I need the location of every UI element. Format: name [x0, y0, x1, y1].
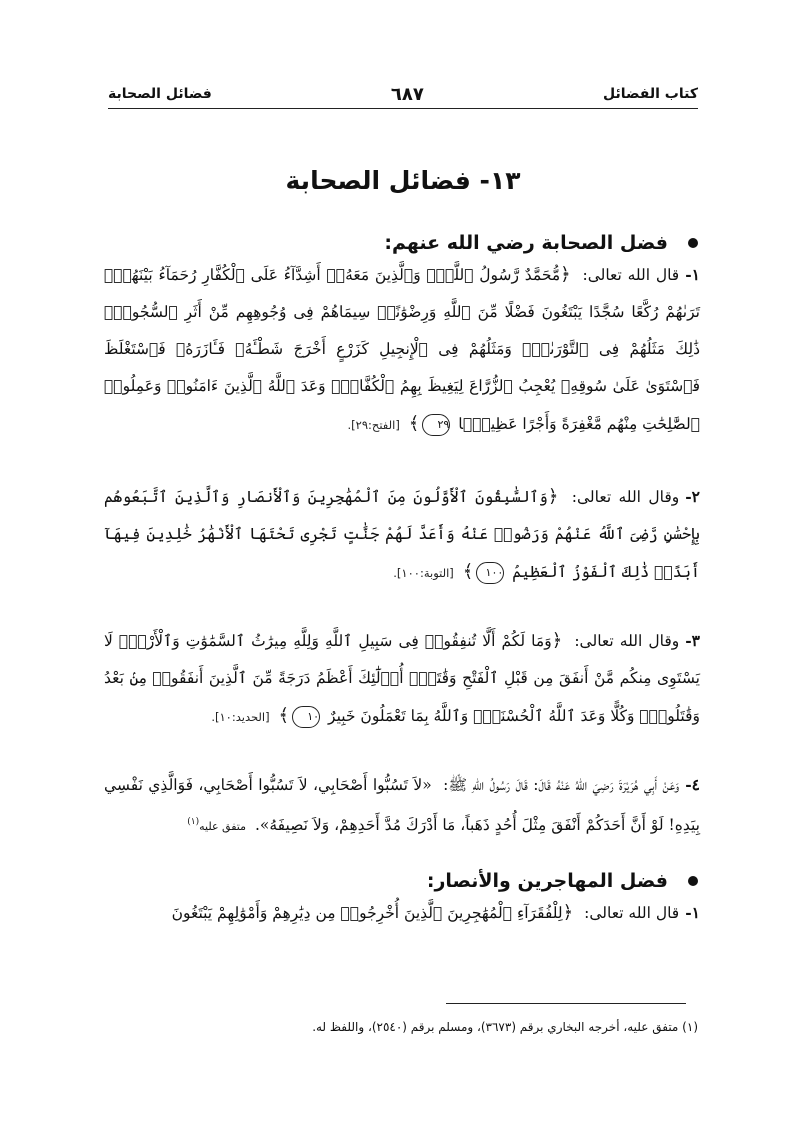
bullet-icon: [688, 238, 698, 248]
running-section-title: فضائل الصحابة: [108, 86, 212, 102]
quran-open-brace: ﴿: [560, 264, 571, 285]
section-heading-muhajirin: [104, 870, 700, 892]
list-item: [104, 622, 700, 736]
verse-reference: [الحديد:١٠].: [211, 710, 270, 724]
book-title: كتاب الفضائل: [603, 86, 698, 102]
quran-verse: وَمَا لَكُمْ أَلَّا تُنفِقُوا۟ فِى سَبِيلِ ٱللَّهِ وَلِلَّهِ مِيرَٰثُ ٱلسَّمَٰوَٰتِ وَٱلْأَرْضِۚ لَا يَسْتَوِى مِنكُم مَّنْ أَنفَقَ مِن قَبْلِ ٱلْفَتْحِ وَقَٰتَلَۚ أُو۟لَٰٓئِكَ أَعْظَمُ دَرَجَةً مِّنَ ٱلَّذِينَ أَنفَقُوا۟ مِنۢ بَعْدُ وَقَٰتَلُوا۟ۚ وَكُلًّا وَعَدَ ٱللَّهُ ٱلْحُسْنَىٰۚ وَٱللَّهُ بِمَا تَعْمَلُونَ خَبِيرٌ: [104, 632, 700, 725]
item-lead: قال الله تعالى:: [584, 904, 680, 922]
quran-open-brace: ﴿: [562, 902, 574, 923]
hadith-chain: وَعَنْ أَبِي هُرَيْرَةَ رَضِيَ اللهُ عَنْهُ قَالَ: قَالَ رَسُولُ اللهِ ﷺ:: [443, 776, 680, 794]
verse-reference: [التوبة:١٠٠].: [393, 566, 454, 580]
footnote: (١) متفق عليه، أخرجه البخاري برقم (٣٦٧٣)، ومسلم برقم (٢٥٤٠)، واللفظ له.: [312, 1020, 698, 1034]
hadith-text: «لاَ تَسُبُّوا أَصْحَابِي، لاَ تَسُبُّوا أَصْحَابِي، فَوَالَّذِي نَفْسِي بِيَدِهِ! لَوْ أَنَّ أَحَدَكُمْ أَنْفَقَ مِثْلَ أُحُدٍ ذَهَباً، مَا أَدْرَكَ مُدَّ أَحَدِهِمْ، وَلاَ نَصِيفَهُ».: [104, 776, 700, 835]
quran-close-brace: ﴾: [462, 561, 474, 582]
quran-verse: لِلْفُقَرَآءِ ٱلْمُهَٰجِرِينَ ٱلَّذِينَ أُخْرِجُوا۟ مِن دِيَٰرِهِمْ وَأَمْوَٰلِهِمْ يَبْتَغُونَ: [171, 904, 563, 922]
quran-open-brace: ﴿: [547, 486, 559, 507]
quran-close-brace: ﴾: [408, 413, 420, 434]
item-lead: وقال الله تعالى:: [571, 488, 680, 506]
page-number: ٦٨٧: [390, 83, 424, 105]
bullet-icon: [688, 876, 698, 886]
quran-verse: مُّحَمَّدٌ رَّسُولُ ٱللَّهِۚ وَٱلَّذِينَ مَعَهُۥٓ أَشِدَّآءُ عَلَى ٱلْكُفَّارِ رُحَمَآءُ بَيْنَهُمْۖ تَرَىٰهُمْ رُكَّعًا سُجَّدًا يَبْتَغُونَ فَضْلًا مِّنَ ٱللَّهِ وَرِضْوَٰنًاۖ سِيمَاهُمْ فِى وُجُوهِهِم مِّنْ أَثَرِ ٱلسُّجُودِۚ ذَٰلِكَ مَثَلُهُمْ فِى ٱلتَّوْرَىٰةِۚ وَمَثَلُهُمْ فِى ٱلْإِنجِيلِ كَزَرْعٍ أَخْرَجَ شَطْـَٔهُۥ فَـَٔازَرَهُۥ فَٱسْتَغْلَظَ فَٱسْتَوَىٰ عَلَىٰ سُوقِهِۦ يُعْجِبُ ٱلزُّرَّاعَ لِيَغِيظَ بِهِمُ ٱلْكُفَّارَۗ وَعَدَ ٱللَّهُ ٱلَّذِينَ ءَامَنُوا۟ وَعَمِلُوا۟ ٱلصَّٰلِحَٰتِ مِنْهُم مَّغْفِرَةً وَأَجْرًا عَظِيمًۢا: [104, 266, 700, 433]
running-header: [108, 82, 698, 106]
list-item: [104, 894, 700, 932]
list-item: [104, 766, 700, 845]
list-item: [104, 478, 700, 592]
chapter-title: ١٣- فضائل الصحابة: [285, 166, 521, 195]
header-rule: [108, 108, 698, 109]
quran-close-brace: ﴾: [278, 705, 290, 726]
quran-verse: وَٱلسَّٰبِقُونَ ٱلْأَوَّلُونَ مِنَ ٱلْمُهَٰجِرِينَ وَٱلْأَنصَارِ وَٱلَّذِينَ ٱتَّبَعُوهُم بِإِحْسَٰنٍ رَّضِىَ ٱللَّهُ عَنْهُمْ وَرَضُوا۟ عَنْهُ وَأَعَدَّ لَهُمْ جَنَّٰتٍ تَجْرِى تَحْتَهَا ٱلْأَنْهَٰرُ خَٰلِدِينَ فِيهَآ أَبَدًاۚ ذَٰلِكَ ٱلْفَوْزُ ٱلْعَظِيمُ: [104, 488, 700, 581]
item-number: ١-: [685, 265, 700, 284]
item-number: ٢-: [685, 487, 700, 506]
item-lead: وقال الله تعالى:: [574, 632, 680, 650]
item-number: ٤-: [685, 775, 700, 794]
quran-open-brace: ﴿: [551, 630, 563, 651]
list-item: [104, 256, 700, 444]
item-number: ٣-: [685, 631, 700, 650]
hadith-grading: متفق عليه: [199, 820, 247, 834]
item-lead: قال الله تعالى:: [582, 266, 680, 284]
ayah-number: ١٠: [292, 706, 320, 728]
item-number: ١-: [685, 903, 700, 922]
section-heading-text: فضل المهاجرين والأنصار:: [426, 870, 668, 892]
section-heading-sahaba: [104, 232, 700, 254]
ayah-number: ٢٩: [422, 414, 450, 436]
verse-reference: [الفتح:٢٩].: [347, 418, 400, 432]
section-heading-text: فضل الصحابة رضي الله عنهم:: [384, 232, 668, 254]
ayah-number: ١٠٠: [476, 562, 504, 584]
footnote-marker[interactable]: (١): [187, 817, 200, 827]
footnote-rule: [446, 1003, 686, 1004]
